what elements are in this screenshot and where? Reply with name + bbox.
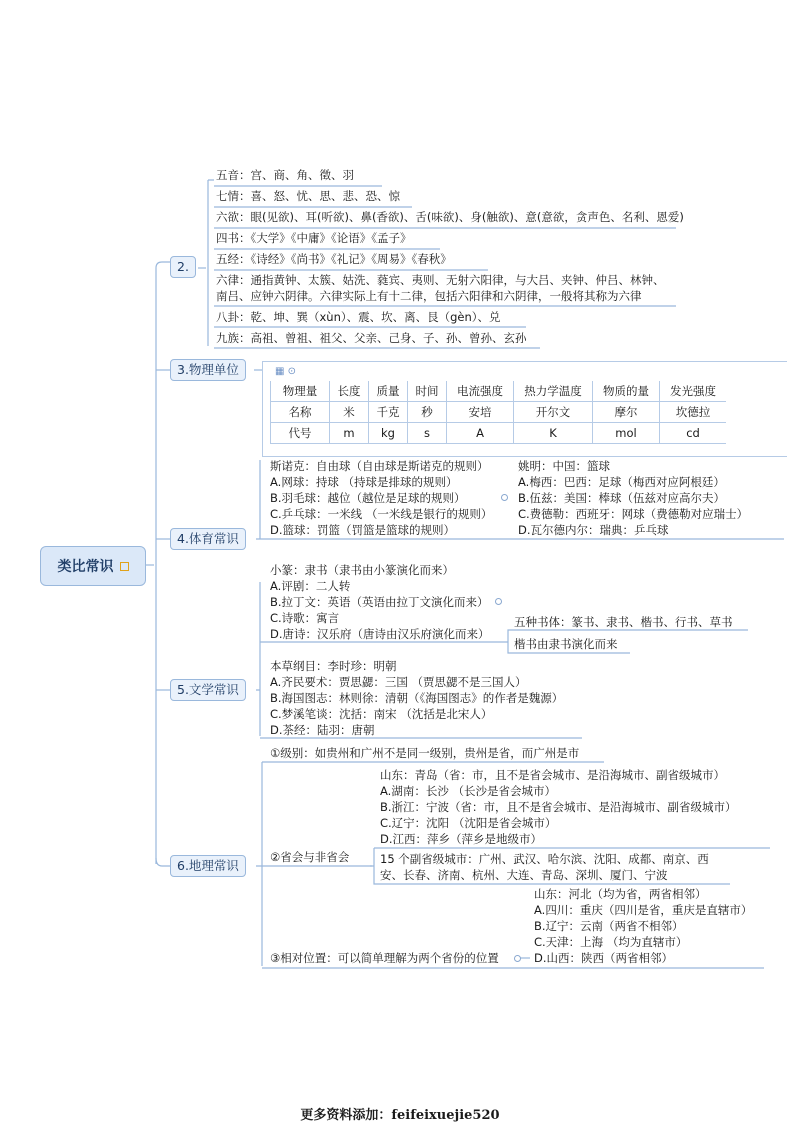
table-header: 时间 bbox=[408, 381, 447, 402]
footer-text: 更多资料添加：feifeixuejie520 bbox=[300, 1108, 500, 1123]
table-cell: m bbox=[330, 423, 369, 444]
list-item: A.湖南：长沙 （长沙是省会城市） bbox=[380, 784, 556, 798]
list-item: C.费德勒：西班牙：网球（费德勒对应瑞士） bbox=[518, 507, 749, 521]
list-item: 四书：《大学》《中庸》《论语》《孟子》 bbox=[216, 231, 412, 245]
list-item: 本草纲目：李时珍：明朝 bbox=[270, 659, 397, 673]
list-item: C.诗歌：寓言 bbox=[270, 611, 340, 625]
table-header: 物质的量 bbox=[593, 381, 660, 402]
table-cell: 名称 bbox=[271, 402, 330, 423]
list-item: B.浙江：宁波（省：市，且不是省会城市、是沿海城市、副省级城市） bbox=[380, 800, 737, 814]
list-item: 八卦：乾、坤、巽（xùn）、震、坎、离、艮（gèn）、兑 bbox=[216, 310, 501, 324]
table-cell: A bbox=[447, 423, 514, 444]
table-header: 物理量 bbox=[271, 381, 330, 402]
list-item: A.四川：重庆（四川是省，重庆是直辖市） bbox=[534, 903, 753, 917]
table-cell: s bbox=[408, 423, 447, 444]
list-item: A.网球：持球 （持球是排球的规则） bbox=[270, 475, 458, 489]
list-item: ③相对位置：可以简单理解为两个省份的位置 bbox=[270, 951, 499, 965]
table-cell: 摩尔 bbox=[593, 402, 660, 423]
list-item: D.茶经：陆羽：唐朝 bbox=[270, 723, 375, 737]
node-sec3[interactable]: 3.物理单位 bbox=[170, 359, 246, 381]
table-cell: 米 bbox=[330, 402, 369, 423]
list-item: B.辽宁：云南（两省不相邻） bbox=[534, 919, 684, 933]
table-cell: 千克 bbox=[369, 402, 408, 423]
list-item: B.海国图志：林则徐：清朝（《海国图志》的作者是魏源） bbox=[270, 691, 564, 705]
list-item: B.拉丁文：英语（英语由拉丁文演化而来） bbox=[270, 595, 489, 609]
list-item: 九族：高祖、曾祖、祖父、父亲、己身、子、孙、曾孙、玄孙 bbox=[216, 331, 527, 345]
list-item: B.羽毛球：越位（越位是足球的规则） bbox=[270, 491, 466, 505]
list-item: ②省会与非省会 bbox=[270, 850, 350, 864]
table-cell: 开尔文 bbox=[514, 402, 593, 423]
list-item: 楷书由隶书演化而来 bbox=[514, 637, 618, 651]
list-item: 五种书体：篆书、隶书、楷书、行书、草书 bbox=[514, 615, 733, 629]
table-cell: kg bbox=[369, 423, 408, 444]
table-cell: 安培 bbox=[447, 402, 514, 423]
list-item: 五经：《诗经》《尚书》《礼记》《周易》《春秋》 bbox=[216, 252, 452, 266]
table-cell: mol bbox=[593, 423, 660, 444]
unit-table bbox=[270, 381, 726, 444]
list-item: D.江西：萍乡（萍乡是地级市） bbox=[380, 832, 543, 846]
table-header: 质量 bbox=[369, 381, 408, 402]
table-cell: K bbox=[514, 423, 593, 444]
list-item: B.伍兹：美国：棒球（伍兹对应高尔夫） bbox=[518, 491, 726, 505]
root-node[interactable] bbox=[40, 546, 146, 586]
list-item: 斯诺克：自由球（自由球是斯诺克的规则） bbox=[270, 459, 489, 473]
list-item: 南吕、应钟六阴律。六律实际上有十二律，包括六阳律和六阴律，一般将其称为六律 bbox=[216, 289, 642, 303]
list-item: A.齐民要术：贾思勰：三国 （贾思勰不是三国人） bbox=[270, 675, 527, 689]
list-item: 15 个副省级城市：广州、武汉、哈尔滨、沈阳、成都、南京、西 bbox=[380, 852, 709, 866]
table-header: 电流强度 bbox=[447, 381, 514, 402]
table-header: 发光强度 bbox=[660, 381, 727, 402]
table-icon: ▦ ⊙ bbox=[275, 366, 297, 377]
list-item: ①级别：如贵州和广州不是同一级别，贵州是省，而广州是市 bbox=[270, 746, 580, 760]
root-label: 类比常识 bbox=[57, 559, 114, 575]
list-item: C.乒乓球：一米线 （一米线是银行的规则） bbox=[270, 507, 493, 521]
list-item: A.梅西：巴西：足球（梅西对应阿根廷） bbox=[518, 475, 725, 489]
list-item: D.篮球：罚篮（罚篮是篮球的规则） bbox=[270, 523, 456, 537]
link-icon bbox=[501, 494, 508, 501]
list-item: 山东：青岛（省：市，且不是省会城市、是沿海城市、副省级城市） bbox=[380, 768, 725, 782]
table-cell: cd bbox=[660, 423, 727, 444]
link-icon bbox=[514, 955, 521, 962]
table-cell: 代号 bbox=[271, 423, 330, 444]
table-header: 热力学温度 bbox=[514, 381, 593, 402]
list-item: C.天津：上海 （均为直辖市） bbox=[534, 935, 688, 949]
list-item: D.山西：陕西（两省相邻） bbox=[534, 951, 674, 965]
list-item: 六欲：眼(见欲)、耳(听欲)、鼻(香欲)、舌(味欲)、身(触欲)、意(意欲，贪声色、名利、恩爱) bbox=[216, 210, 684, 224]
node-sec4[interactable]: 4.体育常识 bbox=[170, 528, 246, 550]
list-item: C.梦溪笔谈：沈括：南宋 （沈括是北宋人） bbox=[270, 707, 493, 721]
list-item: 山东：河北（均为省，两省相邻） bbox=[534, 887, 707, 901]
list-item: 安、长春、济南、杭州、大连、青岛、深圳、厦门、宁波 bbox=[380, 868, 668, 882]
list-item: A.评剧：二人转 bbox=[270, 579, 351, 593]
node-sec2[interactable]: 2. bbox=[170, 256, 196, 278]
node-sec5[interactable]: 5.文学常识 bbox=[170, 679, 246, 701]
list-item: C.辽宁：沈阳 （沈阳是省会城市） bbox=[380, 816, 557, 830]
table-cell: 坎德拉 bbox=[660, 402, 727, 423]
node-sec6[interactable]: 6.地理常识 bbox=[170, 855, 246, 877]
link-icon bbox=[495, 598, 502, 605]
list-item: 小篆：隶书（隶书由小篆演化而来） bbox=[270, 563, 454, 577]
list-item: D.瓦尔德内尔：瑞典：乒乓球 bbox=[518, 523, 669, 537]
list-item: D.唐诗：汉乐府（唐诗由汉乐府演化而来） bbox=[270, 627, 490, 641]
table-cell: 秒 bbox=[408, 402, 447, 423]
table-header: 长度 bbox=[330, 381, 369, 402]
collapse-icon[interactable] bbox=[120, 562, 129, 571]
list-item: 六律：通指黄钟、太簇、姑洗、蕤宾、夷则、无射六阳律，与大吕、夹钟、仲吕、林钟、 bbox=[216, 273, 665, 287]
list-item: 姚明：中国：篮球 bbox=[518, 459, 610, 473]
list-item: 五音：宫、商、角、徵、羽 bbox=[216, 168, 354, 182]
list-item: 七情：喜、怒、忧、思、悲、恐、惊 bbox=[216, 189, 400, 203]
